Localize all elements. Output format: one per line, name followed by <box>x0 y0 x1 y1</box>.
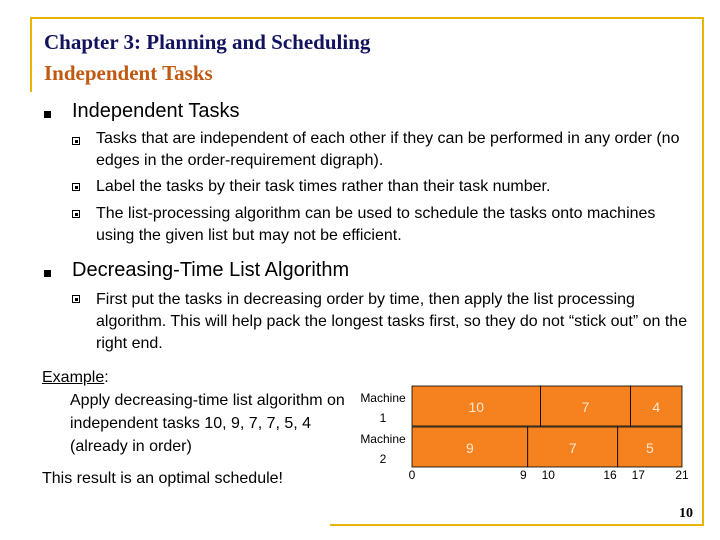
x-tick-label-16: 16 <box>603 468 617 482</box>
task-label-m2-2: 7 <box>568 440 577 456</box>
hollow-square-bullet-icon <box>72 183 80 191</box>
schedule-gantt-chart <box>355 382 695 482</box>
hollow-square-bullet-icon <box>72 210 80 218</box>
x-tick-label-21: 21 <box>675 468 689 482</box>
frame-left-border <box>30 17 32 92</box>
machine-label-2: Machine <box>360 432 406 446</box>
frame-bottom-border <box>330 524 704 526</box>
section-heading-decreasing-time: Decreasing-Time List Algorithm <box>72 259 350 281</box>
task-label-m2-1: 9 <box>465 440 474 456</box>
example-colon: : <box>104 369 109 386</box>
example-text: Apply decreasing-time list algorithm on independent tasks 10, 9, 7, 7, 5, 4 (already in order) <box>70 392 345 455</box>
example-heading <box>42 366 109 389</box>
hollow-square-bullet-icon <box>72 295 80 303</box>
section-heading-independent-tasks: Independent Tasks <box>72 100 240 122</box>
square-bullet-icon <box>44 111 51 118</box>
list-item: Tasks that are independent of each other if they can be performed in any order (no edges in the order-requirement digraph). <box>96 130 680 169</box>
result-text: This result is an optimal schedule! <box>42 470 283 487</box>
slide-title: Chapter 3: Planning and Scheduling <box>44 30 371 54</box>
task-label-m1-1: 10 <box>468 399 485 415</box>
frame-top-border <box>30 17 704 19</box>
task-label-m1-3: 4 <box>652 399 661 415</box>
machine-number-2: 2 <box>379 452 387 466</box>
page-number: 10 <box>679 506 693 521</box>
frame-right-border <box>702 17 704 525</box>
list-item: Label the tasks by their task times rather than their task number. <box>96 178 551 195</box>
task-label-m1-2: 7 <box>581 399 590 415</box>
machine-label-1: Machine <box>360 391 406 405</box>
x-tick-label-9: 9 <box>520 468 527 482</box>
square-bullet-icon <box>44 270 51 277</box>
list-item: First put the tasks in decreasing order by time, then apply the list processing algorithm. This will help pack the longest tasks first, so they do not “stick out” on the right end. <box>96 291 688 352</box>
x-tick-label-0: 0 <box>408 468 416 482</box>
slide-subtitle: Independent Tasks <box>44 61 213 85</box>
x-tick-label-10: 10 <box>541 468 555 482</box>
example-label: Example <box>42 369 105 386</box>
x-tick-label-17: 17 <box>631 468 645 482</box>
task-label-m2-3: 5 <box>645 440 654 456</box>
machine-number-1: 1 <box>379 411 387 425</box>
hollow-square-bullet-icon <box>72 137 80 145</box>
list-item: The list-processing algorithm can be used to schedule the tasks onto machines using the given list but may not be efficient. <box>96 205 656 244</box>
